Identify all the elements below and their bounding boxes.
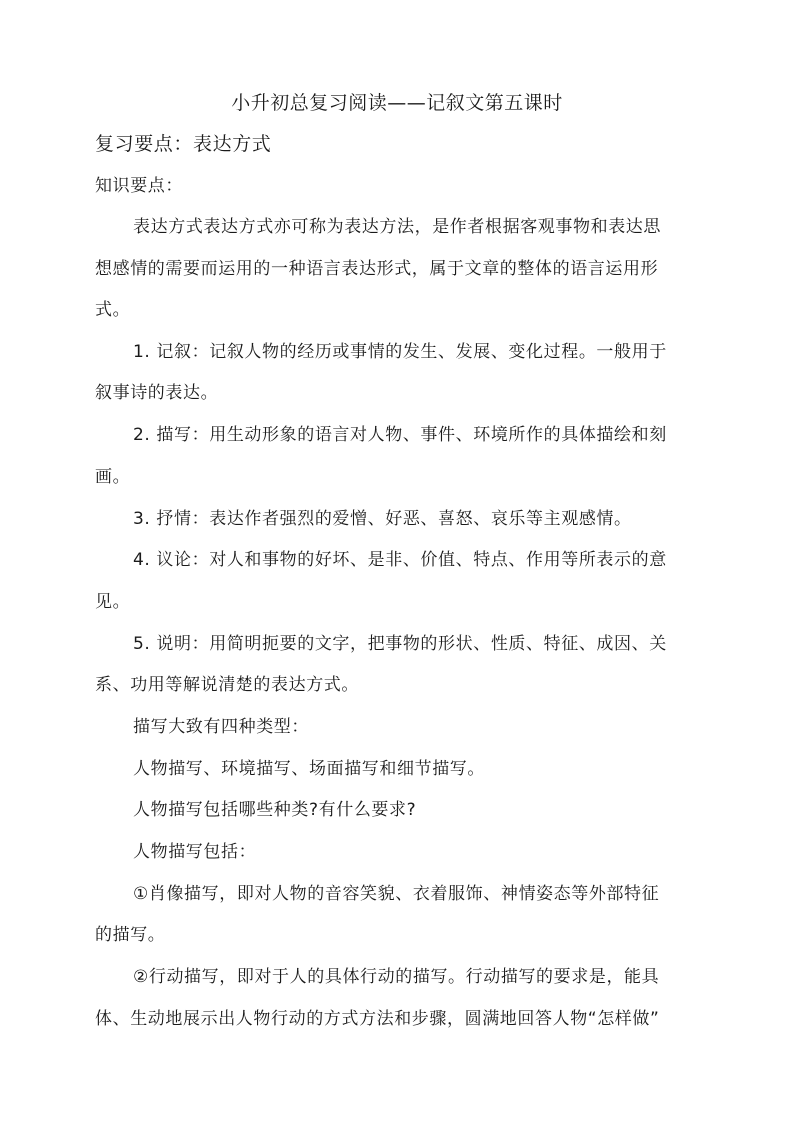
item-description-line-2: 画。 <box>95 467 131 487</box>
document-title: 小升初总复习阅读——记叙文第五课时 <box>231 92 563 114</box>
portrait-line-1: ①肖像描写，即对人物的音容笑貌、衣着服饰、神情姿态等外部特征 <box>133 884 660 904</box>
item-argument-line-1: 4. 议论：对人和事物的好坏、是非、价值、特点、作用等所表示的意 <box>133 550 667 570</box>
knowledge-heading: 知识要点： <box>95 176 183 196</box>
item-exposition-line-1: 5. 说明：用简明扼要的文字，把事物的形状、性质、特征、成因、关 <box>133 634 667 654</box>
character-answer-heading: 人物描写包括： <box>133 842 257 862</box>
intro-line-2: 想感情的需要而运用的一种语言表达形式，属于文章的整体的语言运用形 <box>95 259 659 279</box>
portrait-line-2: 的描写。 <box>95 925 166 945</box>
description-types-heading: 描写大致有四种类型： <box>133 717 309 737</box>
item-description-line-1: 2. 描写：用生动形象的语言对人物、事件、环境所作的具体描绘和刻 <box>133 425 667 445</box>
intro-line-3: 式。 <box>95 300 131 320</box>
item-lyric-line-1: 3. 抒情：表达作者强烈的爱憎、好恶、喜怒、哀乐等主观感情。 <box>133 509 632 529</box>
item-narration-line-1: 1. 记叙：记叙人物的经历或事情的发生、发展、变化过程。一般用于 <box>133 342 667 362</box>
action-line-1: ②行动描写，即对于人的具体行动的描写。行动描写的要求是，能具 <box>133 967 660 987</box>
character-question: 人物描写包括哪些种类?有什么要求? <box>133 800 417 820</box>
item-exposition-line-2: 系、功用等解说清楚的表达方式。 <box>95 675 359 695</box>
intro-line-1: 表达方式表达方式亦可称为表达方法，是作者根据客观事物和表达思 <box>133 217 661 237</box>
section-heading: 复习要点：表达方式 <box>95 133 272 155</box>
item-argument-line-2: 见。 <box>95 592 131 612</box>
description-types-content: 人物描写、环境描写、场面描写和细节描写。 <box>133 759 485 779</box>
item-narration-line-2: 叙事诗的表达。 <box>95 383 219 403</box>
action-line-2: 体、生动地展示出人物行动的方式方法和步骤，圆满地回答人物“怎样做” <box>95 1009 660 1029</box>
